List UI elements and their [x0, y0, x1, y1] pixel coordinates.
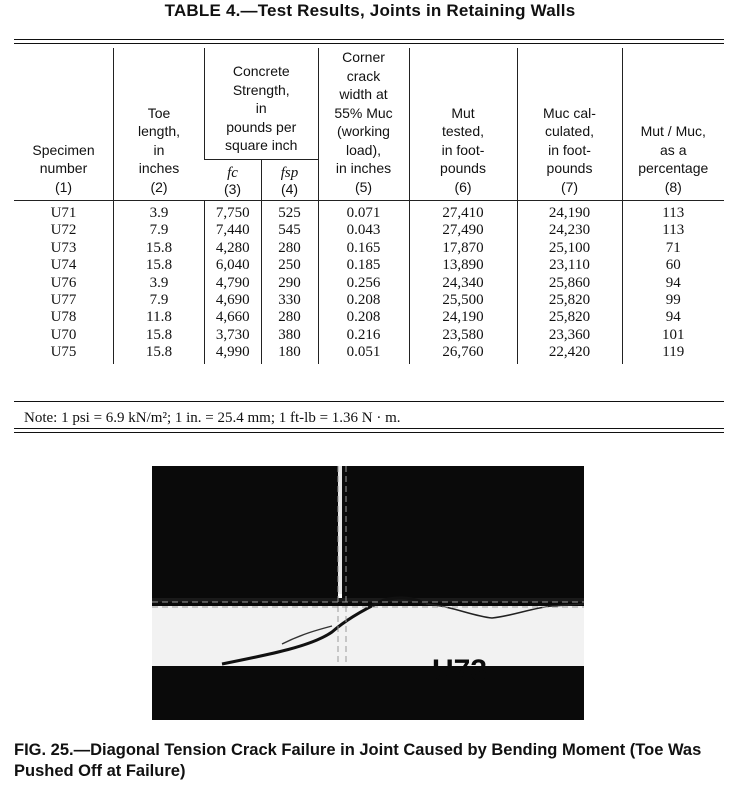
col-header-crack-width: Corner crack width at 55% Muc (working load), in inches (5)	[318, 48, 409, 201]
col-header-fsp: fsp (4)	[261, 159, 318, 200]
table-row	[14, 201, 724, 223]
col-header-fc: fc (3)	[205, 159, 262, 200]
table-cell: 250	[261, 257, 318, 274]
table-cell: 27,490	[409, 222, 517, 239]
table-cell: 101	[622, 327, 724, 344]
table-cell: 60	[622, 257, 724, 274]
table-cell: 7.9	[114, 222, 205, 239]
table-cell: 380	[261, 327, 318, 344]
table-cell: 24,190	[409, 309, 517, 326]
table-cell: 23,580	[409, 327, 517, 344]
top-rule-double	[14, 43, 724, 44]
table-cell: U77	[50, 292, 77, 309]
table-cell: 0.071	[318, 201, 409, 223]
table-cell: 119	[622, 344, 724, 363]
col-header-mut-tested: Mut tested, in foot- pounds (6)	[409, 48, 517, 201]
table-row	[14, 309, 724, 326]
table-cell: 3.9	[114, 275, 205, 292]
table-title: TABLE 4.—Test Results, Joints in Retaining Walls	[164, 1, 576, 20]
table-cell: 25,500	[409, 292, 517, 309]
table-cell: 24,230	[517, 222, 622, 239]
table-cell: 0.165	[318, 240, 409, 257]
specimen-label: U73	[432, 654, 488, 687]
table-cell: 113	[622, 222, 724, 239]
table-bottom-rule	[14, 401, 724, 402]
table-cell: 15.8	[114, 240, 205, 257]
col-header-specimen: Specimen number (1)	[32, 141, 95, 195]
note-rule-double	[14, 432, 724, 433]
col-header-toe-length: Toe length, in inches (2)	[114, 48, 205, 201]
table-cell: 0.216	[318, 327, 409, 344]
table-cell: 525	[261, 201, 318, 223]
table-cell: 7.9	[114, 292, 205, 309]
table-cell: U78	[50, 309, 77, 326]
table-cell: 4,660	[205, 309, 262, 326]
table-cell: U75	[50, 344, 77, 361]
table-cell: 545	[261, 222, 318, 239]
table-cell: 24,340	[409, 275, 517, 292]
specimen-photo	[152, 466, 584, 720]
table-cell: 25,820	[517, 292, 622, 309]
table-cell: 3,730	[205, 327, 262, 344]
top-rule	[14, 39, 724, 40]
table-cell: U71	[14, 201, 114, 223]
table-cell: 280	[261, 240, 318, 257]
table-cell: 0.051	[318, 344, 409, 363]
table-cell: 0.185	[318, 257, 409, 274]
table-row	[14, 344, 724, 363]
table-cell: U70	[50, 326, 77, 343]
table-cell: 4,990	[205, 344, 262, 363]
table-cell: 180	[261, 344, 318, 363]
figure-caption: FIG. 25.—Diagonal Tension Crack Failure in Joint Caused by Bending Moment (Toe Was Pushed Off at Failure)	[14, 741, 702, 780]
table-cell: 25,860	[517, 275, 622, 292]
table-cell: 4,690	[205, 292, 262, 309]
table-cell: 94	[622, 309, 724, 326]
table-cell: 25,100	[517, 240, 622, 257]
table-row	[14, 275, 724, 292]
table-row	[14, 292, 724, 309]
table-cell: 4,280	[205, 240, 262, 257]
table-row	[14, 257, 724, 274]
table-cell: U74	[50, 257, 77, 274]
table-cell: 99	[622, 292, 724, 309]
table-cell: 280	[261, 309, 318, 326]
table-cell: 4,790	[205, 275, 262, 292]
table-cell: U76	[50, 274, 77, 291]
table-cell: 290	[261, 275, 318, 292]
table-cell: U73	[50, 239, 77, 256]
table-cell: 7,440	[205, 222, 262, 239]
table-cell: 23,360	[517, 327, 622, 344]
table-cell: 13,890	[409, 257, 517, 274]
col-header-percentage: Mut / Muc, as a percentage (8)	[622, 48, 724, 201]
table-cell: 0.256	[318, 275, 409, 292]
table-cell: 6,040	[205, 257, 262, 274]
table-note: Note: 1 psi = 6.9 kN/m²; 1 in. = 25.4 mm; 1 ft-lb = 1.36 N · m.	[24, 410, 401, 426]
col-header-concrete-strength: Concrete Strength, in pounds per square inch	[205, 48, 319, 159]
table-cell: 15.8	[114, 257, 205, 274]
table-cell: 15.8	[114, 327, 205, 344]
table-cell: 24,190	[517, 201, 622, 223]
table-cell: 0.208	[318, 309, 409, 326]
table-cell: 22,420	[517, 344, 622, 363]
table-cell: 7,750	[205, 201, 262, 223]
table-cell: 0.043	[318, 222, 409, 239]
col-header-muc-calculated: Muc cal- culated, in foot- pounds (7)	[517, 48, 622, 201]
table-row	[14, 327, 724, 344]
table-cell: U72	[50, 222, 77, 239]
table-cell: 3.9	[114, 201, 205, 223]
results-table	[14, 48, 724, 364]
table-cell: 330	[261, 292, 318, 309]
table-cell: 27,410	[409, 201, 517, 223]
note-rule	[14, 428, 724, 429]
table-cell: 15.8	[114, 344, 205, 363]
table-cell: 0.208	[318, 292, 409, 309]
table-cell: 17,870	[409, 240, 517, 257]
table-cell: 26,760	[409, 344, 517, 363]
table-cell: 23,110	[517, 257, 622, 274]
table-cell: 11.8	[114, 309, 205, 326]
table-cell: 25,820	[517, 309, 622, 326]
table-cell: 94	[622, 275, 724, 292]
table-row	[14, 222, 724, 239]
table-row	[14, 240, 724, 257]
table-cell: 113	[622, 201, 724, 223]
table-cell: 71	[622, 240, 724, 257]
